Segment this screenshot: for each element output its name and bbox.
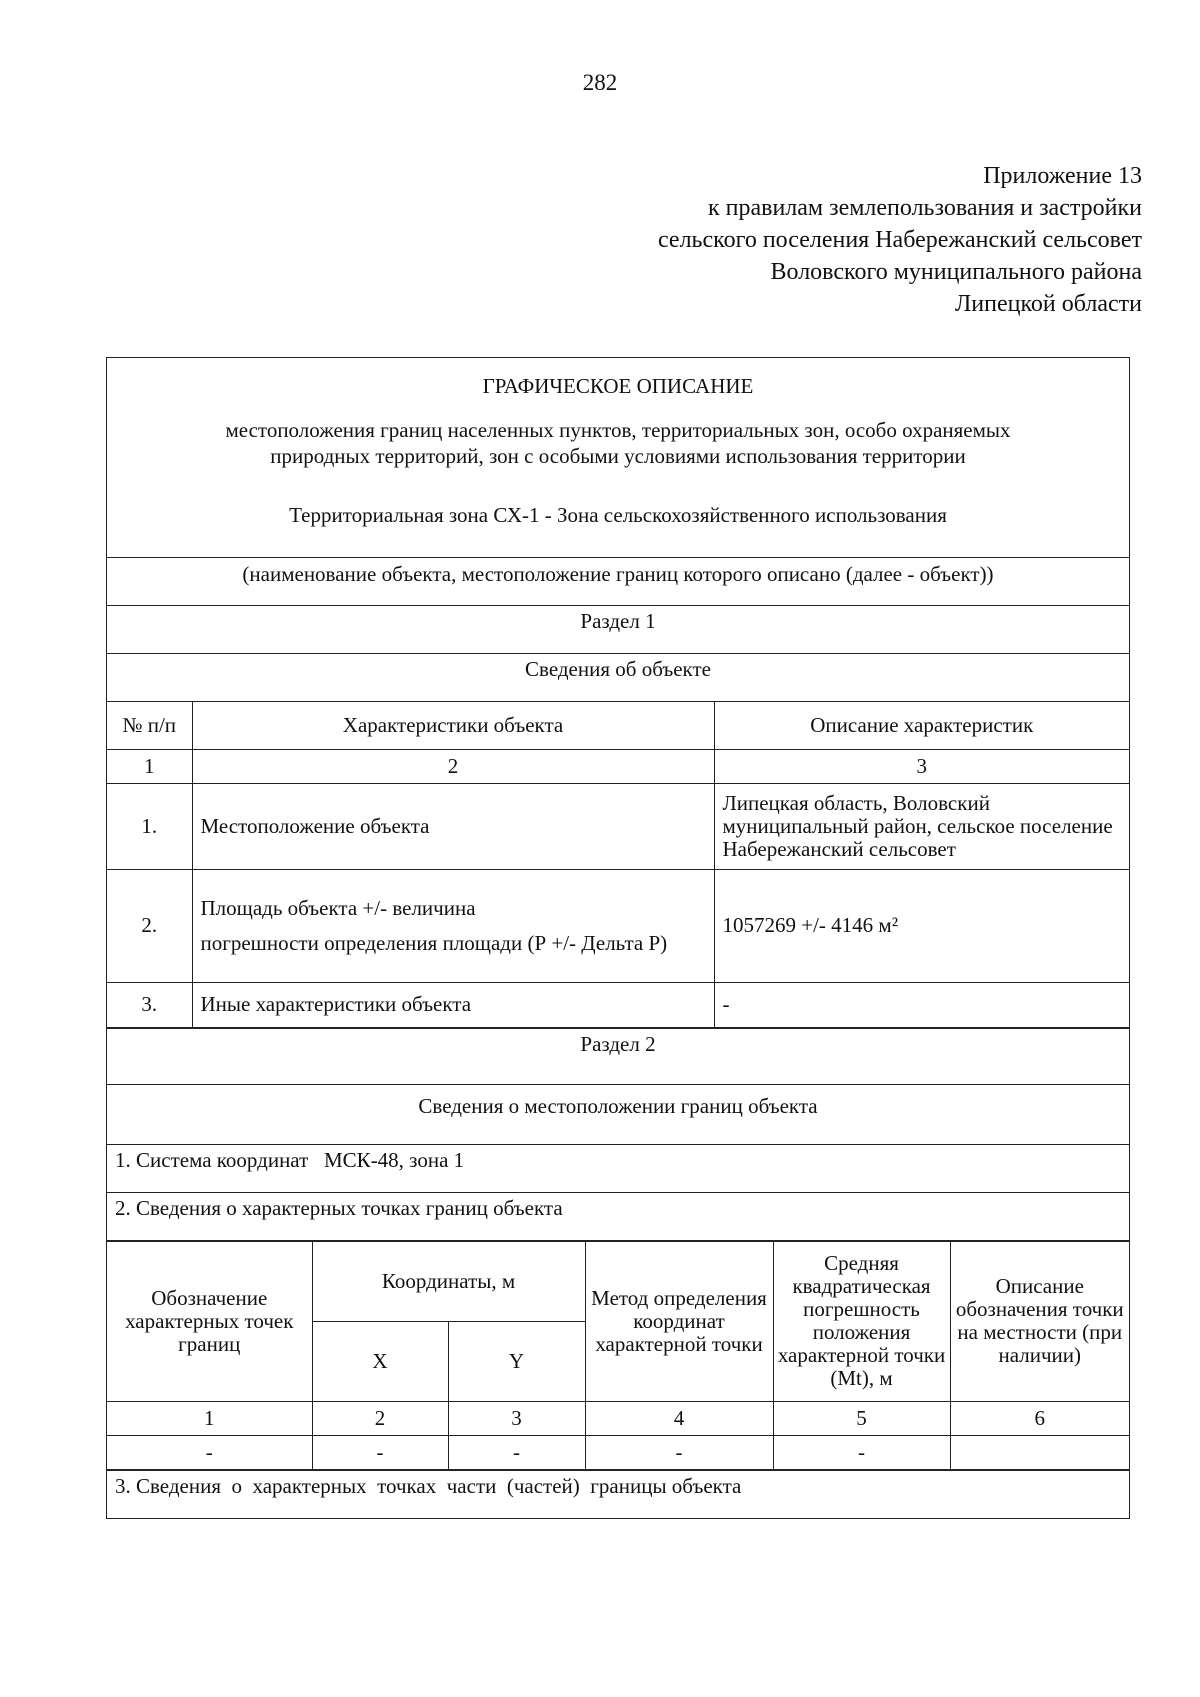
- column-number-row: [107, 1401, 1129, 1435]
- appendix-line: к правилам землепользования и застройки: [707, 195, 1142, 221]
- column-header-x: X: [312, 1321, 448, 1401]
- column-number: 3: [448, 1401, 585, 1435]
- graphic-description-form: [106, 357, 1130, 1519]
- coordinate-system: 1. Система координат МСК-48, зона 1: [107, 1145, 1129, 1193]
- appendix-line: Приложение 13: [983, 163, 1142, 189]
- appendix-line: сельского поселения Набережанский сельсовет: [657, 227, 1142, 253]
- table-cell: -: [312, 1435, 448, 1469]
- column-header: Описание характеристик: [714, 702, 1129, 749]
- row-description: -: [714, 982, 1129, 1027]
- area-label-sub: погрешности определения площади (Р +/- Дельта Р): [200, 930, 668, 955]
- appendix-heading: [658, 160, 1142, 320]
- column-header: Средняя квадратическая погрешность положения характерной точки (Mt), м: [773, 1241, 950, 1401]
- table-cell: -: [107, 1435, 312, 1469]
- column-header: Описание обозначения точки на местности (при наличии): [950, 1241, 1129, 1401]
- area-label: Площадь объекта +/- величина: [200, 895, 476, 920]
- table-row: [107, 1435, 1129, 1469]
- column-number: 6: [950, 1401, 1129, 1435]
- table-row: [107, 982, 1129, 1027]
- column-header-y: Y: [448, 1321, 585, 1401]
- row-characteristic: Местоположение объекта: [192, 783, 714, 869]
- zone-name: Территориальная зона СХ-1 - Зона сельскохозяйственного использования: [289, 503, 947, 527]
- section1-subtitle: Сведения об объекте: [107, 654, 1129, 702]
- table-cell: -: [448, 1435, 585, 1469]
- row-characteristic: Иные характеристики объекта: [192, 982, 714, 1027]
- column-number: 3: [714, 749, 1129, 783]
- column-number-row: [107, 749, 1129, 783]
- description-line: местоположения границ населенных пунктов, территориальных зон, особо охраняемых: [225, 418, 1011, 442]
- table-row: [107, 869, 1129, 982]
- column-number: 1: [107, 749, 192, 783]
- column-header: Метод определения координат характерной точки: [585, 1241, 773, 1401]
- table-cell: [950, 1435, 1129, 1469]
- table-header-row: [107, 1241, 1129, 1321]
- row-characteristic: [192, 869, 714, 982]
- section2-subtitle: Сведения о местоположении границ объекта: [107, 1085, 1129, 1145]
- row-number: 1.: [107, 783, 192, 869]
- column-number: 4: [585, 1401, 773, 1435]
- column-number: 2: [312, 1401, 448, 1435]
- column-number: 2: [192, 749, 714, 783]
- table-cell: -: [773, 1435, 950, 1469]
- form-description: [107, 417, 1129, 469]
- boundary-points-table: [107, 1241, 1129, 1470]
- page-number: 282: [582, 70, 618, 95]
- column-header: № п/п: [107, 702, 192, 749]
- description-line: природных территорий, зон с особыми условиями использования территории: [270, 444, 966, 468]
- table-header-row: [107, 702, 1129, 749]
- form-title: ГРАФИЧЕСКОЕ ОПИСАНИЕ: [482, 374, 754, 398]
- appendix-line: Воловского муниципального района: [770, 259, 1142, 285]
- appendix-line: Липецкой области: [955, 291, 1142, 317]
- table-cell: -: [585, 1435, 773, 1469]
- row-number: 3.: [107, 982, 192, 1027]
- section1-title: Раздел 1: [107, 606, 1129, 654]
- parts-title: 3. Сведения о характерных точках части (частей) границы объекта: [107, 1470, 1129, 1518]
- object-caption: (наименование объекта, местоположение границ которого описано (далее - объект)): [107, 558, 1129, 606]
- column-number: 5: [773, 1401, 950, 1435]
- row-description: Липецкая область, Воловский муниципальный район, сельское поселение Набережанский сельсовет: [714, 783, 1129, 869]
- object-info-table: [107, 702, 1129, 1028]
- row-description: 1057269 +/- 4146 м²: [714, 869, 1129, 982]
- column-number: 1: [107, 1401, 312, 1435]
- points-title: 2. Сведения о характерных точках границ объекта: [107, 1193, 1129, 1241]
- row-number: 2.: [107, 869, 192, 982]
- column-header: Обозначение характерных точек границ: [107, 1241, 312, 1401]
- column-header: Координаты, м: [312, 1241, 585, 1321]
- column-header: Характеристики объекта: [192, 702, 714, 749]
- form-header: [107, 358, 1129, 558]
- table-row: [107, 783, 1129, 869]
- section2-title: Раздел 2: [107, 1028, 1129, 1085]
